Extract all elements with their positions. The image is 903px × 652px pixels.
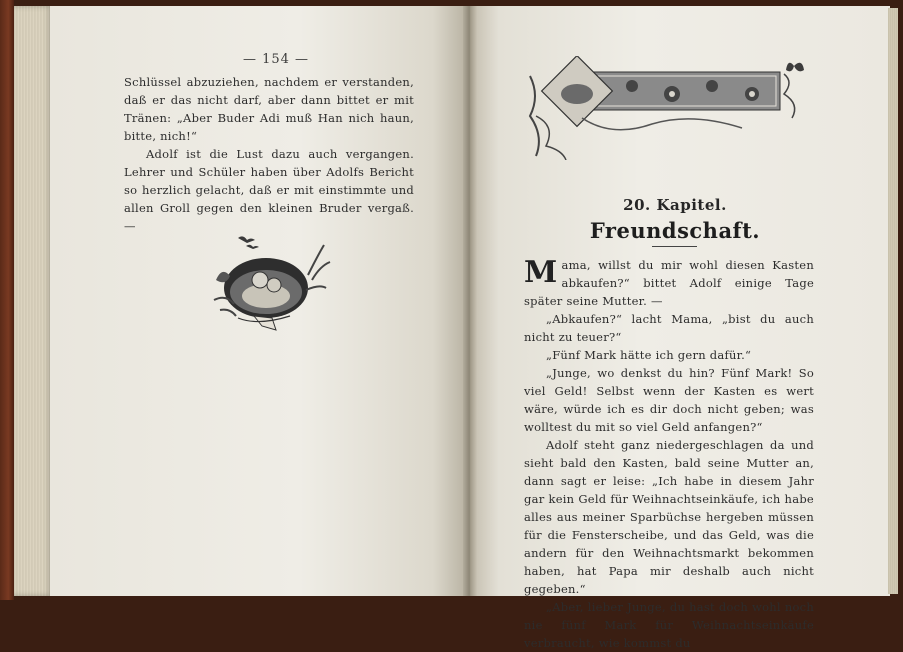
page-stack-right bbox=[888, 8, 898, 594]
right-page-text bbox=[524, 256, 814, 652]
page-number: — 154 — bbox=[242, 52, 310, 67]
page-stack-left bbox=[14, 6, 52, 596]
paragraph: „Abkaufen?“ lacht Mama, „bist du auch nicht zu teuer?“ bbox=[524, 312, 814, 344]
chapter-title: Freundschaft. bbox=[589, 218, 761, 243]
paragraph-text: ama, willst du mir wohl diesen Kasten abkaufen?“ bittet Adolf einige Tage später seine Mutter. — bbox=[524, 258, 814, 308]
book-gutter bbox=[463, 6, 477, 596]
bird-nest-vignette-illustration bbox=[208, 230, 333, 342]
flying-birds-icon bbox=[238, 236, 259, 249]
butterfly-icon bbox=[786, 63, 804, 72]
left-page-text bbox=[124, 73, 414, 235]
book-cover-edge bbox=[0, 0, 14, 600]
chapter-number: 20. Kapitel. bbox=[623, 196, 727, 214]
title-divider bbox=[652, 246, 697, 247]
paragraph: „Aber, lieber Junge, du hast doch wohl noch nie fünf Mark für Weihnachtseinkäufe verbraucht, wie kommst du bbox=[524, 600, 814, 650]
floral-headpiece-ornament bbox=[522, 56, 810, 160]
paragraph: Schlüssel abzuziehen, nachdem er verstanden, daß er das nicht darf, aber dann bittet er mit Tränen: „Aber Buder Adi muß Han nich haun, bitte, nich!“ bbox=[124, 75, 414, 143]
drop-cap: M bbox=[524, 255, 558, 290]
paragraph: Adolf ist die Lust dazu auch vergangen. Lehrer und Schüler haben über Adolfs Bericht so herzlich gelacht, daß er mit einstimmte und allen Groll gegen den kleinen Bruder vergaß. — bbox=[124, 147, 414, 233]
paragraph: Adolf steht ganz niedergeschlagen da und sieht bald den Kasten, bald seine Mutter an, dann sagt er leise: „Ich habe in diesem Jahr gar kein Geld für Weihnachtseinkäufe, ich habe alles aus meiner Sparbüchse hergeben müssen für die Fensterscheibe, und das Geld, was die andern für den Weihnachtsmarkt bekommen haben, hat Papa mir deshalb auch nicht gegeben.“ bbox=[524, 438, 814, 596]
paragraph: „Fünf Mark hätte ich gern dafür.“ bbox=[546, 348, 752, 362]
paragraph-first bbox=[524, 256, 814, 310]
paragraph: „Junge, wo denkst du hin? Fünf Mark! So viel Geld! Selbst wenn der Kasten es wert wäre, würde ich es dir doch nicht geben; was wolltest du mit so viel Geld anfangen?“ bbox=[524, 366, 814, 434]
